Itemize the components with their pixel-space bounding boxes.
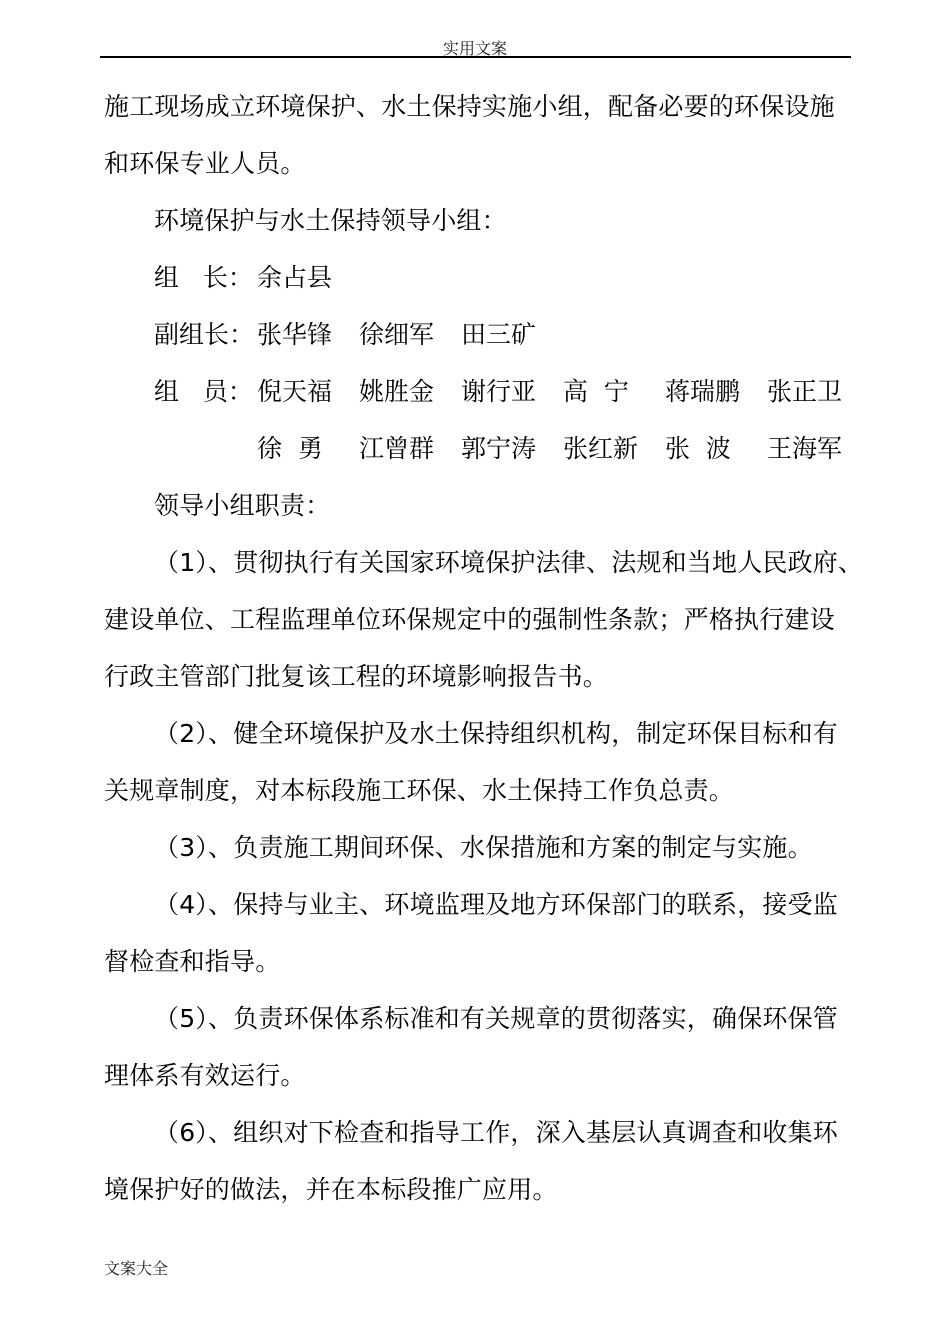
member-name: 徐 勇: [257, 434, 323, 463]
role-label: 副组长：: [154, 320, 255, 349]
member-name: 郭宁涛: [461, 434, 537, 463]
duty-line: （4）、保持与业主、环境监理及地方环保部门的联系，接受监: [154, 890, 839, 919]
member-name: 王海军: [767, 434, 843, 463]
role-label: 组 长：: [154, 263, 253, 292]
member-name: 蒋瑞鹏: [665, 377, 741, 406]
paragraph-line: 和环保专业人员。: [104, 149, 306, 178]
duty-line: 境保护好的做法，并在本标段推广应用。: [104, 1175, 558, 1204]
duty-line: （1）、贯彻执行有关国家环境保护法律、法规和当地人民政府、: [154, 548, 864, 577]
duty-line: （5）、负责环保体系标准和有关规章的贯彻落实，确保环保管: [154, 1004, 839, 1033]
leader-row: [154, 263, 332, 293]
vice-name: 田三矿: [461, 320, 537, 349]
page-footer: 文案大全: [104, 1259, 169, 1278]
member-name: 张红新: [563, 434, 639, 463]
duty-line: 督检查和指导。: [104, 947, 281, 976]
header-rule: [100, 56, 851, 58]
duty-line: 行政主管部门批复该工程的环境影响报告书。: [104, 662, 609, 691]
member-name: 倪天福: [257, 377, 333, 406]
member-name: 谢行亚: [461, 377, 537, 406]
member-name: 张 波: [665, 434, 731, 463]
member-name: 张正卫: [767, 377, 843, 406]
member-name: 姚胜金: [359, 377, 435, 406]
duty-line: （6）、组织对下检查和指导工作，深入基层认真调查和收集环: [154, 1118, 839, 1147]
vice-name: 徐细军: [359, 320, 435, 349]
members-row-continued: [257, 434, 869, 464]
group-title: 环境保护与水土保持领导小组：: [154, 206, 507, 235]
member-name: 高 宁: [563, 377, 629, 406]
vice-leader-row: [154, 320, 563, 350]
leader-name: 余占县: [257, 263, 333, 292]
page-header: 实用文案: [442, 39, 507, 58]
duty-line: （2）、健全环境保护及水土保持组织机构，制定环保目标和有: [154, 719, 839, 748]
duty-line: 关规章制度，对本标段施工环保、水土保持工作负总责。: [104, 776, 735, 805]
vice-name: 张华锋: [257, 320, 333, 349]
duty-line: 理体系有效运行。: [104, 1061, 306, 1090]
role-label: 组 员：: [154, 377, 253, 406]
duty-line: 建设单位、工程监理单位环保规定中的强制性条款；严格执行建设: [104, 605, 835, 634]
duty-line: （3）、负责施工期间环保、水保措施和方案的制定与实施。: [154, 833, 813, 862]
paragraph-line: 施工现场成立环境保护、水土保持实施小组，配备必要的环保设施: [104, 92, 835, 121]
member-name: 江曾群: [359, 434, 435, 463]
members-row: [154, 377, 869, 407]
duties-title: 领导小组职责：: [154, 491, 331, 520]
